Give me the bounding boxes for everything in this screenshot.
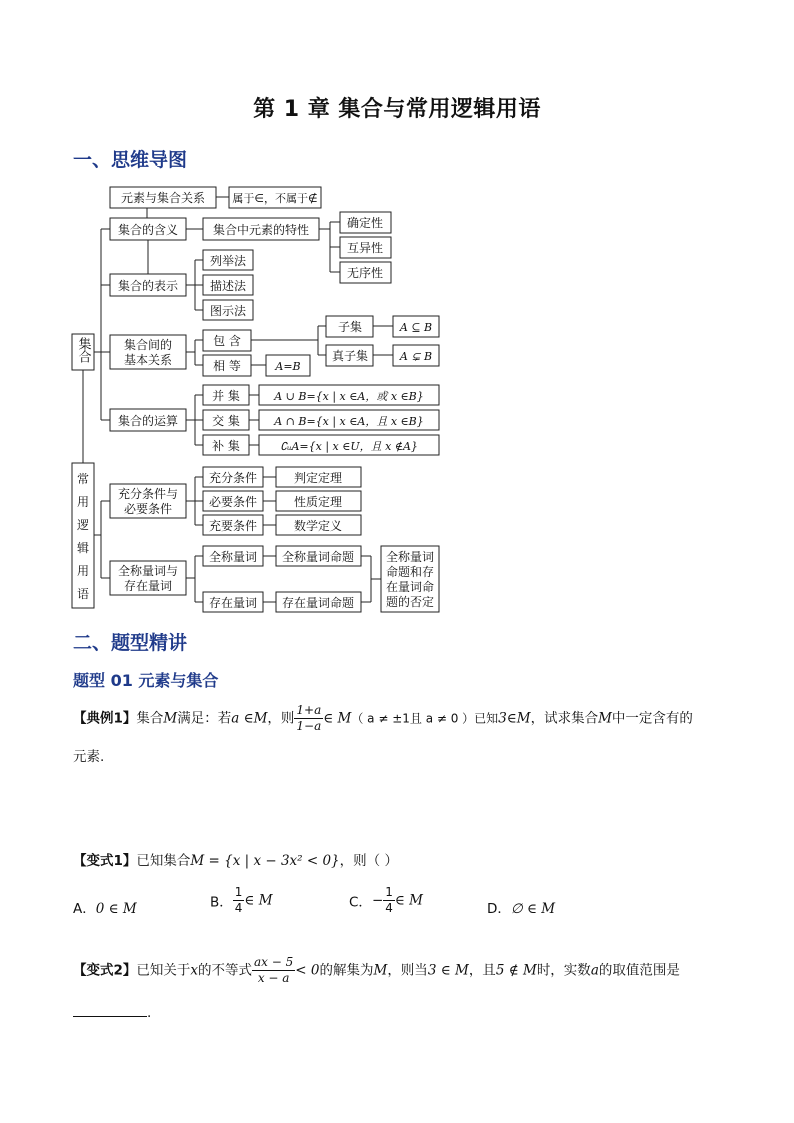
mm-union: 并 集 bbox=[212, 389, 240, 403]
mm-cond-meaning-3: 数学定义 bbox=[293, 519, 343, 533]
answer-blank[interactable] bbox=[73, 1002, 147, 1017]
mm-element-relation: 元素与集合关系 bbox=[120, 191, 206, 205]
mm-trait-1: 确定性 bbox=[346, 216, 384, 230]
example-1-tag: 【典例1】 bbox=[73, 710, 137, 727]
section-heading-practice: 二、题型精讲 bbox=[73, 632, 188, 654]
mm-negation-4: 题的否定 bbox=[385, 595, 435, 609]
mm-proper-formula: A ⊊ B bbox=[399, 350, 433, 363]
variant-1-option-d[interactable]: D．∅ ∈ M bbox=[487, 901, 556, 917]
svg-text:辑: 辑 bbox=[76, 541, 90, 555]
mm-equal: 相 等 bbox=[213, 359, 241, 373]
mm-operations: 集合的运算 bbox=[117, 414, 179, 428]
mm-subset: 子集 bbox=[337, 320, 363, 334]
mm-meaning: 集合的含义 bbox=[117, 223, 179, 237]
example-1-line2: 元素. bbox=[73, 749, 105, 765]
mm-representation: 集合的表示 bbox=[117, 279, 179, 293]
mm-basic-relation-1: 集合间的 bbox=[123, 338, 173, 352]
mm-intersection: 交 集 bbox=[212, 414, 240, 428]
mm-method-3: 图示法 bbox=[209, 304, 247, 318]
mm-trait-2: 互异性 bbox=[346, 241, 384, 255]
variant-1-option-c[interactable]: C．− $\frac{1}{4}$ ∈ M bbox=[349, 885, 423, 915]
mm-basic-relation-2: 基本关系 bbox=[123, 353, 173, 367]
variant-2-fraction: $\frac{ax - 5}{x - a}$ bbox=[254, 955, 294, 985]
svg-text:逻: 逻 bbox=[76, 518, 90, 532]
mm-union-formula: A ∪ B={x | x ∈A，或 x ∈B} bbox=[274, 390, 424, 403]
variant-1-tag: 【变式1】 bbox=[73, 853, 137, 869]
variant-2: 【变式2】已知关于x的不等式 $\frac{ax - 5}{x - a}$ < 0的解集为M，则当3 ∈ M，且5 ∉ M时，实数a的取值范围是 bbox=[73, 955, 680, 985]
mm-trait-3: 无序性 bbox=[346, 266, 384, 280]
mm-universal-prop: 全称量词命题 bbox=[281, 550, 355, 564]
mm-cond-meaning-1: 判定定理 bbox=[293, 471, 343, 485]
mm-quantifier-2: 存在量词 bbox=[123, 579, 173, 593]
svg-text:常: 常 bbox=[76, 472, 90, 486]
mm-contain: 包 含 bbox=[213, 334, 241, 348]
mm-element-traits: 集合中元素的特性 bbox=[212, 223, 310, 237]
mm-conditions-1: 充分条件与 bbox=[117, 487, 179, 501]
mm-existential-prop: 存在量词命题 bbox=[281, 596, 355, 610]
mm-method-1: 列举法 bbox=[209, 254, 247, 268]
variant-1-option-a[interactable]: A．0 ∈ M bbox=[73, 901, 137, 917]
mm-complement: 补 集 bbox=[212, 439, 240, 453]
variant-1-option-b[interactable]: B． $\frac{1}{4}$ ∈ M bbox=[210, 885, 273, 915]
variant-2-tag: 【变式2】 bbox=[73, 962, 137, 979]
mm-quantifier-1: 全称量词与 bbox=[117, 564, 179, 578]
mm-existential: 存在量词 bbox=[208, 596, 258, 610]
mm-proper-subset: 真子集 bbox=[331, 349, 369, 363]
mm-negation-2: 命题和存 bbox=[385, 565, 435, 579]
mm-negation-1: 全称量词 bbox=[385, 550, 435, 564]
mm-cond-1: 充分条件 bbox=[208, 471, 258, 485]
mm-root-set: 集合 bbox=[75, 337, 91, 363]
mm-subset-formula: A ⊆ B bbox=[399, 321, 433, 334]
example-1: 【典例1】集合M满足：若a ∈M，则 $\frac{1+a}{1-a}$ ∈ M（ a ≠ ±1且 a ≠ 0 ）已知3∈M，试求集合M中一定含有的 bbox=[73, 703, 693, 733]
mm-intersection-formula: A ∩ B={x | x ∈A，且 x ∈B} bbox=[274, 415, 424, 428]
svg-text:语: 语 bbox=[76, 587, 90, 601]
svg-text:用: 用 bbox=[76, 564, 90, 578]
mm-complement-formula: ∁ᵤA={x | x ∈U，且 x ∉A} bbox=[280, 440, 418, 453]
mm-method-2: 描述法 bbox=[209, 279, 247, 293]
page-title: 第 1 章 集合与常用逻辑用语 bbox=[253, 97, 541, 122]
variant-2-answer-line: . bbox=[73, 1002, 151, 1021]
mm-cond-meaning-2: 性质定理 bbox=[293, 495, 343, 509]
section-heading-mindmap: 一、思维导图 bbox=[73, 149, 188, 171]
variant-1: 【变式1】已知集合M = {x | x − 3x² < 0}，则（ ） bbox=[73, 853, 398, 869]
mm-conditions-2: 必要条件 bbox=[123, 502, 173, 516]
mm-equal-formula: A=B bbox=[275, 360, 301, 373]
mm-belong: 属于∈，不属于∉ bbox=[232, 192, 318, 205]
svg-text:用: 用 bbox=[76, 495, 90, 509]
example-1-fraction: $\frac{1+a}{1-a}$ bbox=[296, 703, 322, 733]
mm-cond-2: 必要条件 bbox=[208, 495, 258, 509]
section-heading-type01: 题型 01 元素与集合 bbox=[73, 671, 219, 690]
mm-universal: 全称量词 bbox=[208, 550, 258, 564]
mm-negation-3: 在量词命 bbox=[385, 580, 435, 594]
mm-cond-3: 充要条件 bbox=[208, 519, 258, 533]
